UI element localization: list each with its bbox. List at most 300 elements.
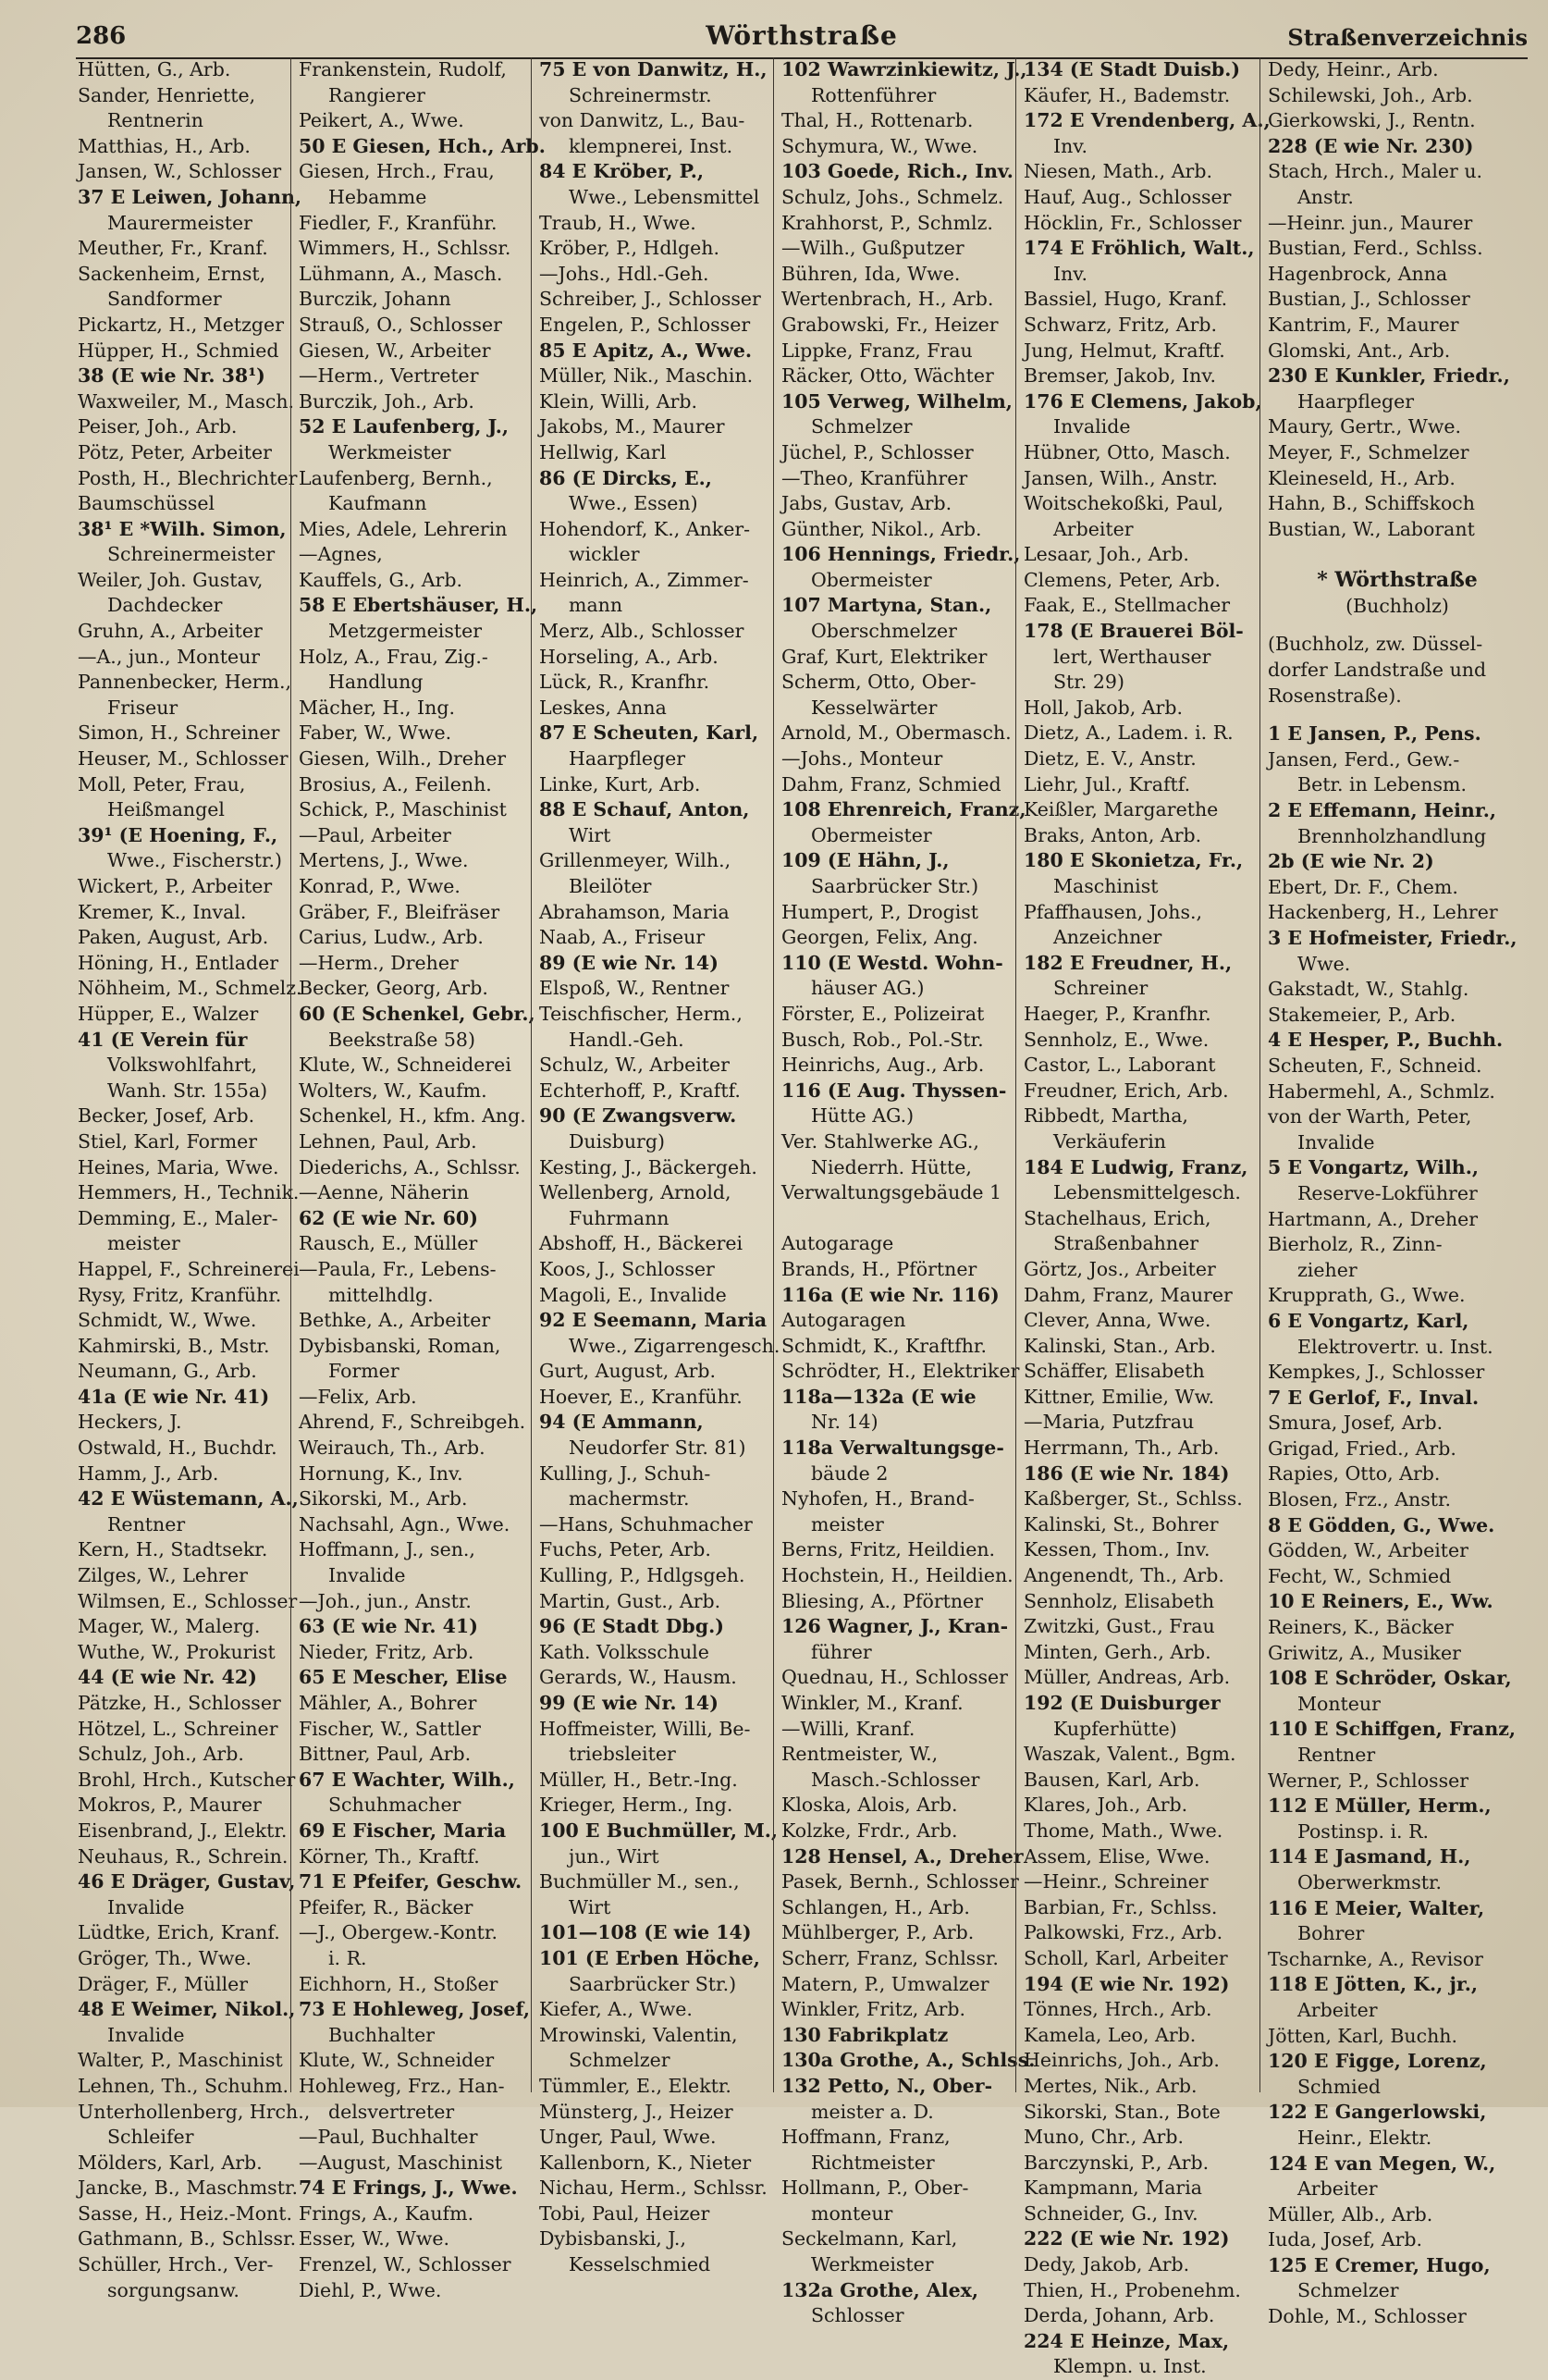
directory-entry: Stiel, Karl, Former	[78, 1129, 258, 1153]
directory-entry: Schuhmacher	[328, 1794, 461, 1817]
directory-entry: Pannenbecker, Herm.,	[78, 671, 291, 694]
directory-entry: Rentmeister, W.,	[781, 1743, 939, 1766]
house-number-entry: 92 E Seemann, Maria	[539, 1309, 768, 1332]
directory-entry: Schrödter, H., Elektriker	[781, 1360, 1020, 1383]
directory-entry: Braks, Anton, Arb.	[1024, 823, 1202, 846]
directory-entry: monteur	[811, 2201, 893, 2225]
directory-entry: Waszak, Valent., Bgm.	[1024, 1743, 1236, 1766]
house-number-entry: 125 E Cremer, Hugo,	[1268, 2253, 1491, 2276]
directory-entry: Hüpper, H., Schmied	[78, 339, 279, 362]
directory-entry: Schüller, Hrch., Ver-	[78, 2253, 274, 2276]
directory-entry: Niesen, Math., Arb.	[1024, 160, 1212, 183]
directory-entry: Hamm, J., Arb.	[78, 1461, 219, 1485]
directory-entry: —Herm., Dreher	[299, 951, 459, 974]
directory-entry: Pasek, Bernh., Schlosser	[781, 1870, 1019, 1893]
directory-entry	[780, 1206, 1016, 1232]
directory-entry: Höning, H., Entlader	[78, 951, 279, 974]
house-number-entry: 89 (E wie Nr. 14)	[539, 951, 719, 974]
directory-entry: Invalide	[1053, 415, 1131, 438]
house-number-entry: 122 E Gangerlowski,	[1268, 2101, 1487, 2124]
directory-entry: Schreinermstr.	[569, 83, 712, 106]
directory-entry: Moll, Peter, Frau,	[78, 772, 246, 795]
directory-entry: Brohl, Hrch., Kutscher	[78, 1768, 296, 1791]
directory-entry: Meuther, Fr., Kranf.	[78, 237, 268, 260]
directory-entry: Klempn. u. Inst.	[1053, 2355, 1207, 2378]
directory-entry: Buchhalter	[328, 2023, 436, 2046]
directory-entry: von der Warth, Peter,	[1268, 1105, 1472, 1128]
directory-entry: Hoffmann, J., sen.,	[299, 1538, 475, 1561]
directory-entry: Holz, A., Frau, Zig.-	[299, 645, 488, 668]
house-number-entry: 108 Ehrenreich, Franz,	[781, 798, 1026, 821]
directory-entry: —J., Obergew.-Kontr.	[299, 1921, 498, 1944]
directory-entry: —Heinr. jun., Maurer	[1268, 211, 1473, 234]
directory-entry: Sackenheim, Ernst,	[78, 262, 266, 285]
directory-entry: Richtmeister	[811, 2151, 935, 2174]
directory-entry: Barbian, Fr., Schlss.	[1024, 1895, 1218, 1918]
directory-entry: Kalinski, Stan., Arb.	[1024, 1334, 1216, 1357]
directory-entry: Wickert, P., Arbeiter	[78, 875, 273, 897]
directory-entry: Inv.	[1053, 134, 1087, 157]
directory-entry: Becker, Georg, Arb.	[299, 977, 488, 1000]
directory-entry: Wirt	[569, 823, 611, 846]
directory-entry: Mächer, H., Ing.	[299, 696, 455, 719]
directory-entry: Jötten, Karl, Buchh.	[1268, 2024, 1457, 2047]
house-number-entry: 10 E Reiners, E., Ww.	[1268, 1590, 1493, 1613]
house-number-entry: 174 E Fröhlich, Walt.,	[1024, 237, 1255, 260]
directory-entry: Teischfischer, Herm.,	[539, 1002, 743, 1025]
directory-entry: Griwitz, A., Musiker	[1268, 1641, 1461, 1664]
directory-entry: —Willi, Kranf.	[781, 1717, 915, 1740]
directory-entry: Haarpfleger	[1297, 389, 1415, 413]
house-number-entry: 73 E Hohleweg, Josef,	[299, 1998, 530, 2021]
directory-entry: Elspoß, W., Rentner	[539, 977, 730, 1000]
directory-entry: Frenzel, W., Schlosser	[299, 2253, 511, 2276]
house-number-entry: 1 E Jansen, P., Pens.	[1268, 722, 1481, 746]
directory-entry: Derda, Johann, Arb.	[1024, 2304, 1215, 2327]
directory-entry: meister	[107, 1232, 180, 1255]
directory-entry: Krieger, Herm., Ing.	[539, 1794, 733, 1817]
directory-entry: Thien, H., Probenehm.	[1024, 2278, 1241, 2301]
directory-entry: Matthias, H., Arb.	[78, 134, 251, 157]
directory-entry: Bierholz, R., Zinn-	[1268, 1233, 1443, 1256]
directory-entry: Diederichs, A., Schlssr.	[299, 1155, 521, 1178]
directory-entry: Hoever, E., Kranführ.	[539, 1385, 743, 1408]
directory-entry: Fiedler, F., Kranführ.	[299, 211, 498, 234]
directory-entry: Barczynski, P., Arb.	[1024, 2151, 1210, 2174]
directory-entry: Heinrichs, Aug., Arb.	[781, 1054, 985, 1077]
house-number-entry: 2 E Effemann, Heinr.,	[1268, 799, 1497, 822]
directory-entry: Baumschüssel	[78, 492, 215, 515]
directory-entry: Bleilöter	[569, 875, 652, 897]
house-number-entry: 99 (E wie Nr. 14)	[539, 1692, 719, 1714]
house-number-entry: 67 E Wachter, Wilh.,	[299, 1768, 515, 1791]
directory-entry: —Agnes,	[299, 543, 383, 566]
directory-entry: Obermeister	[811, 568, 932, 591]
directory-entry: Wimmers, H., Schlssr.	[299, 237, 511, 260]
directory-entry: Wilmsen, E., Schlosser	[78, 1589, 298, 1612]
directory-entry: triebsleiter	[569, 1743, 676, 1766]
directory-entry: Klares, Joh., Arb.	[1024, 1794, 1188, 1817]
directory-entry: Reiners, K., Bäcker	[1268, 1616, 1454, 1639]
directory-entry: Rapies, Otto, Arb.	[1268, 1462, 1441, 1486]
directory-entry: Matern, P., Umwalzer	[781, 1972, 989, 1995]
directory-entry: Faak, E., Stellmacher	[1024, 594, 1231, 617]
house-number-entry: 58 E Ebertshäuser, H.,	[299, 594, 538, 617]
directory-entry: Ebert, Dr. F., Chem.	[1268, 875, 1458, 898]
directory-entry: häuser AG.)	[811, 977, 925, 1000]
directory-entry: Kath. Volksschule	[539, 1640, 709, 1663]
directory-entry: Rottenführer	[811, 83, 937, 106]
directory-entry: Blosen, Frz., Anstr.	[1268, 1488, 1452, 1511]
directory-entry: dorfer Landstraße und	[1268, 659, 1487, 682]
directory-entry: Burczik, Johann	[299, 288, 451, 311]
directory-entry: Kupferhütte)	[1053, 1717, 1177, 1740]
directory-entry: Gurt, August, Arb.	[539, 1360, 717, 1383]
house-number-entry: 132 Petto, N., Ober-	[781, 2074, 993, 2097]
directory-entry: meister	[811, 1512, 884, 1535]
directory-entry: —Theo, Kranführer	[781, 466, 968, 489]
directory-entry: Verwaltungsgebäude 1	[781, 1181, 1002, 1204]
directory-entry: führer	[811, 1640, 872, 1663]
directory-entry: Klute, W., Schneiderei	[299, 1054, 511, 1077]
directory-entry: Gruhn, A., Arbeiter	[78, 620, 263, 643]
house-number-entry: 184 E Ludwig, Franz,	[1024, 1155, 1248, 1178]
page-header	[76, 17, 1528, 59]
directory-entry: Reserve-Lokführer	[1297, 1181, 1478, 1204]
directory-entry: i. R.	[328, 1946, 367, 1969]
directory-entry: Hornung, K., Inv.	[299, 1461, 463, 1485]
directory-entry: Jansen, W., Schlosser	[78, 160, 282, 183]
directory-entry: Faber, W., Wwe.	[299, 721, 452, 745]
directory-entry: Müller, Nik., Maschin.	[539, 364, 754, 388]
directory-entry: Linke, Kurt, Arb.	[539, 772, 701, 795]
directory-entry: —August, Maschinist	[299, 2151, 503, 2174]
house-number-entry: 100 E Buchmüller, M.,	[539, 1819, 779, 1842]
directory-entry: Lüdtke, Erich, Kranf.	[78, 1921, 280, 1944]
directory-entry: Glomski, Ant., Arb.	[1268, 339, 1451, 362]
directory-entry: Kallenborn, K., Nieter	[539, 2151, 752, 2174]
street-title: Wörthstraße	[706, 20, 898, 51]
directory-entry: Schilewski, Joh., Arb.	[1268, 83, 1473, 106]
directory-entry: Dedy, Jakob, Arb.	[1024, 2253, 1190, 2276]
house-number-entry: 87 E Scheuten, Karl,	[539, 721, 759, 745]
house-number-entry: 60 (E Schenkel, Gebr.,	[299, 1002, 535, 1025]
directory-entry: —Felix, Arb.	[299, 1385, 417, 1408]
directory-entry: Holl, Jakob, Arb.	[1024, 696, 1183, 719]
house-number-entry: 114 E Jasmand, H.,	[1268, 1845, 1471, 1868]
directory-entry: Wwe., Fischerstr.)	[107, 849, 283, 872]
directory-entry: Jansen, Ferd., Gew.-	[1268, 747, 1460, 771]
directory-entry: Bittner, Paul, Arb.	[299, 1743, 472, 1766]
directory-entry: Schmied	[1297, 2075, 1381, 2098]
directory-entry: Dybisbanski, J.,	[539, 2227, 686, 2251]
directory-entry: —Herm., Vertreter	[299, 364, 479, 388]
directory-entry: Werkmeister	[811, 2253, 934, 2276]
house-number-entry: 112 E Müller, Herm.,	[1268, 1794, 1492, 1818]
directory-entry: Kesselwärter	[811, 696, 938, 719]
column-6	[1259, 57, 1529, 2328]
directory-entry: Hoffmeister, Willi, Be-	[539, 1717, 751, 1740]
directory-entry: Hellwig, Karl	[539, 440, 667, 463]
house-number-entry: 42 E Wüstemann, A.,	[78, 1487, 299, 1511]
directory-entry: Kloska, Alois, Arb.	[781, 1794, 958, 1817]
directory-entry: Giesen, Hrch., Frau,	[299, 160, 495, 183]
directory-entry: —Maria, Putzfrau	[1024, 1411, 1195, 1434]
directory-entry: Lesaar, Joh., Arb.	[1024, 543, 1189, 566]
directory-entry: Mokros, P., Maurer	[78, 1794, 262, 1817]
directory-entry: Sasse, H., Heiz.-Mont.	[78, 2201, 292, 2225]
directory-entry: Arbeiter	[1053, 517, 1134, 540]
directory-entry: Rangierer	[328, 83, 425, 106]
directory-entry: Fischer, W., Sattler	[299, 1717, 481, 1740]
house-number-entry: 62 (E wie Nr. 60)	[299, 1206, 478, 1229]
house-number-entry: 178 (E Brauerei Böl-	[1024, 620, 1244, 643]
house-number-entry: 8 E Gödden, G., Wwe.	[1268, 1513, 1495, 1536]
directory-entry: Postinsp. i. R.	[1297, 1819, 1430, 1843]
directory-entry: Neuhaus, R., Schrein.	[78, 1844, 289, 1868]
directory-entry: Tscharnke, A., Revisor	[1268, 1947, 1483, 1970]
directory-entry: Wanh. Str. 155a)	[107, 1079, 268, 1102]
directory-entry: Sennholz, E., Wwe.	[1024, 1028, 1210, 1051]
directory-entry: —Paul, Buchhalter	[299, 2126, 478, 2149]
directory-entry: Straßenbahner	[1053, 1232, 1199, 1255]
directory-entry: Metzgermeister	[328, 620, 483, 643]
directory-entry: Schenkel, H., kfm. Ang.	[299, 1104, 526, 1128]
page-number: 286	[76, 22, 127, 50]
directory-entry: Maurermeister	[107, 211, 252, 234]
directory-entry: Nieder, Fritz, Arb.	[299, 1640, 474, 1663]
directory-entry: Kesting, J., Bäckergeh.	[539, 1155, 757, 1178]
directory-entry: Mühlberger, P., Arb.	[781, 1921, 975, 1944]
directory-entry: Weirauch, Th., Arb.	[299, 1437, 485, 1460]
directory-entry: Bethke, A., Arbeiter	[299, 1309, 491, 1332]
house-number-entry: 38 (E wie Nr. 38¹)	[78, 364, 265, 388]
directory-entry: Müller, Andreas, Arb.	[1024, 1666, 1231, 1689]
directory-entry: Leskes, Anna	[539, 696, 667, 719]
directory-entry: Eichhorn, H., Stoßer	[299, 1972, 498, 1995]
directory-entry: Schmidt, K., Kraftfhr.	[781, 1334, 987, 1357]
directory-entry: Mies, Adele, Lehrerin	[299, 517, 508, 540]
directory-entry: —Paula, Fr., Lebens-	[299, 1257, 497, 1280]
house-number-entry: 41a (E wie Nr. 41)	[78, 1385, 270, 1408]
directory-entry: Tobi, Paul, Heizer	[539, 2201, 710, 2225]
directory-entry: Scherr, Franz, Schlssr.	[781, 1946, 999, 1969]
directory-entry: Schmelzer	[569, 2049, 670, 2072]
house-number-entry: 118 E Jötten, K., jr.,	[1268, 1973, 1479, 1996]
directory-entry: Sikorski, M., Arb.	[299, 1487, 468, 1511]
directory-entry: Mertes, Nik., Arb.	[1024, 2074, 1198, 2097]
house-number-entry: 182 E Freudner, H.,	[1024, 951, 1233, 974]
directory-entry: Heißmangel	[107, 798, 225, 821]
house-number-entry: 48 E Weimer, Nikol.,	[78, 1998, 296, 2021]
directory-entry: Grabowski, Fr., Heizer	[781, 313, 999, 336]
directory-entry: Rosenstraße).	[1268, 684, 1402, 707]
directory-entry: Kaßberger, St., Schlss.	[1024, 1487, 1243, 1511]
directory-entry: Gröger, Th., Wwe.	[78, 1946, 252, 1969]
directory-entry: Invalide	[1297, 1130, 1375, 1153]
directory-entry: Autogarage	[781, 1232, 894, 1255]
directory-entry: Wellenberg, Arnold,	[539, 1181, 731, 1204]
directory-entry: Günther, Nikol., Arb.	[781, 517, 982, 540]
directory-entry: Minten, Gerh., Arb.	[1024, 1640, 1211, 1663]
house-number-entry: 50 E Giesen, Hch., Arb.	[299, 134, 546, 157]
directory-entry: Abrahamson, Maria	[539, 900, 730, 923]
directory-entry: —Johs., Hdl.-Geh.	[539, 262, 709, 285]
directory-entry: Käufer, H., Bademstr.	[1024, 83, 1231, 106]
house-number-entry: 101—108 (E wie 14)	[539, 1921, 752, 1944]
directory-entry: Hütten, G., Arb.	[78, 58, 231, 80]
house-number-entry: 194 (E wie Nr. 192)	[1024, 1972, 1230, 1995]
directory-entry: Palkowski, Frz., Arb.	[1024, 1921, 1223, 1944]
directory-entry: Diehl, P., Wwe.	[299, 2278, 442, 2301]
directory-entry: Dedy, Heinr., Arb.	[1268, 58, 1439, 80]
directory-entry: Dahm, Franz, Schmied	[781, 772, 1001, 795]
directory-entry	[1266, 542, 1529, 555]
house-number-entry: 6 E Vongartz, Karl,	[1268, 1309, 1469, 1332]
directory-entry: Kaufmann	[328, 492, 427, 515]
house-number-entry: 74 E Frings, J., Wwe.	[299, 2177, 518, 2200]
directory-entry: Becker, Josef, Arb.	[78, 1104, 255, 1128]
directory-entry: Scherm, Otto, Ober-	[781, 671, 977, 694]
directory-entry: Kampmann, Maria	[1024, 2177, 1202, 2200]
directory-entry: Laufenberg, Bernh.,	[299, 466, 493, 489]
directory-entry: Hartmann, A., Dreher	[1268, 1207, 1479, 1230]
directory-entry: Heinr., Elektr.	[1297, 2126, 1432, 2149]
house-number-entry: 230 E Kunkler, Friedr.,	[1268, 364, 1510, 388]
directory-entry: Kittner, Emilie, Ww.	[1024, 1385, 1215, 1408]
directory-entry: Mölders, Karl, Arb.	[78, 2151, 263, 2174]
directory-entry: Rausch, E., Müller	[299, 1232, 478, 1255]
directory-entry: machermstr.	[569, 1487, 690, 1511]
directory-entry: Mager, W., Malerg.	[78, 1615, 261, 1638]
directory-entry: Fuchs, Peter, Arb.	[539, 1538, 711, 1561]
directory-entry: Jansen, Wilh., Anstr.	[1024, 466, 1218, 489]
house-number-entry: 128 Hensel, A., Dreher	[781, 1844, 1024, 1868]
directory-entry: Clemens, Peter, Arb.	[1024, 568, 1221, 591]
directory-entry: Wirt	[569, 1895, 611, 1918]
directory-entry: Weiler, Joh. Gustav,	[78, 568, 264, 591]
directory-entry: Schick, P., Maschinist	[299, 798, 507, 821]
directory-entry: Ostwald, H., Buchdr.	[78, 1437, 277, 1460]
directory-entry: zieher	[1297, 1258, 1358, 1281]
directory-entry: Kamela, Leo, Arb.	[1024, 2023, 1197, 2046]
directory-entry: Wwe., Essen)	[569, 492, 698, 515]
directory-entry: Castor, L., Laborant	[1024, 1054, 1216, 1077]
directory-entry: Niederrh. Hütte,	[811, 1155, 972, 1178]
directory-entry: Magoli, E., Invalide	[539, 1283, 727, 1306]
house-number-entry: 116 E Meier, Walter,	[1268, 1896, 1485, 1919]
directory-entry: Schneider, G., Inv.	[1024, 2201, 1198, 2225]
directory-entry: Wwe., Lebensmittel	[569, 185, 760, 208]
directory-entry: Schmidt, W., Wwe.	[78, 1309, 257, 1332]
house-number-entry: 69 E Fischer, Maria	[299, 1819, 507, 1842]
directory-entry: Schreinermeister	[107, 543, 276, 566]
directory-entry: Lehnen, Th., Schuhm.	[78, 2074, 289, 2097]
directory-entry: —Johs., Monteur	[781, 747, 943, 771]
directory-entry: Schreiner	[1053, 977, 1149, 1000]
directory-entry: Dybisbanski, Roman,	[299, 1334, 501, 1357]
directory-entry: Neudorfer Str. 81)	[569, 1437, 746, 1460]
directory-entry: —Hans, Schuhmacher	[539, 1512, 753, 1535]
directory-entry: Schulz, Johs., Schmelz.	[781, 185, 1004, 208]
directory-entry: Winkler, M., Kranf.	[781, 1692, 964, 1714]
directory-entry: Hahn, B., Schiffskoch	[1268, 492, 1475, 515]
directory-entry: —Joh., jun., Anstr.	[299, 1589, 472, 1612]
directory-entry: Zilges, W., Lehrer	[78, 1564, 248, 1587]
directory-entry: Bausen, Karl, Arb.	[1024, 1768, 1200, 1791]
directory-entry: Invalide	[107, 1895, 185, 1918]
directory-entry: Kolzke, Frdr., Arb.	[781, 1819, 958, 1842]
house-number-entry: 46 E Dräger, Gustav,	[78, 1870, 296, 1893]
house-number-entry: 102 Wawrzinkiewitz, J.,	[781, 58, 1027, 80]
directory-entry: —Aenne, Näherin	[299, 1181, 470, 1204]
house-number-entry: 180 E Skonietza, Fr.,	[1024, 849, 1244, 872]
directory-entry: Schlangen, H., Arb.	[781, 1895, 970, 1918]
directory-entry: Paken, August, Arb.	[78, 926, 269, 949]
house-number-entry: 116a (E wie Nr. 116)	[781, 1283, 1000, 1306]
directory-entry: Scheuten, F., Schneid.	[1268, 1054, 1482, 1077]
directory-entry: Betr. in Lebensm.	[1297, 773, 1467, 796]
house-number-entry: 2b (E wie Nr. 2)	[1268, 850, 1434, 873]
directory-entry: Schlosser	[811, 2304, 904, 2327]
directory-entry: Haarpfleger	[569, 747, 686, 771]
directory-entry: Georgen, Felix, Ang.	[781, 926, 978, 949]
directory-entry: Assem, Elise, Wwe.	[1024, 1844, 1210, 1868]
directory-entry: Bliesing, A., Pförtner	[781, 1589, 983, 1612]
directory-entry: Müller, Alb., Arb.	[1268, 2202, 1433, 2226]
directory-entry: Busch, Rob., Pol.-Str.	[781, 1028, 984, 1051]
directory-entry: Freudner, Erich, Arb.	[1024, 1079, 1229, 1102]
house-number-entry: 96 (E Stadt Dbg.)	[539, 1615, 724, 1638]
directory-entry: Görtz, Jos., Arbeiter	[1024, 1257, 1216, 1280]
house-number-entry: 86 (E Dircks, E.,	[539, 466, 712, 489]
directory-entry: Peiser, Joh., Arb.	[78, 415, 238, 438]
directory-entry: Hollmann, P., Ober-	[781, 2177, 969, 2200]
directory-entry: Mertens, J., Wwe.	[299, 849, 469, 872]
directory-entry: Schäffer, Elisabeth	[1024, 1360, 1205, 1383]
directory-entry: Stakemeier, P., Arb.	[1268, 1003, 1456, 1026]
directory-entry: Bassiel, Hugo, Kranf.	[1024, 288, 1228, 311]
directory-entry: Rentner	[1297, 1744, 1376, 1766]
directory-entry: Dräger, F., Müller	[78, 1972, 249, 1995]
directory-entry: Schulz, Joh., Arb.	[78, 1743, 244, 1766]
directory-entry: Sikorski, Stan., Bote	[1024, 2100, 1221, 2123]
directory-entry: Frings, A., Kaufm.	[299, 2201, 474, 2225]
directory-entry: Hohleweg, Frz., Han-	[299, 2074, 505, 2097]
directory-entry: Jabs, Gustav, Arb.	[781, 492, 952, 515]
directory-entry: Thome, Math., Wwe.	[1024, 1819, 1223, 1842]
directory-entry: Scholl, Karl, Arbeiter	[1024, 1946, 1228, 1969]
house-number-entry: 132a Grothe, Alex,	[781, 2278, 978, 2301]
directory-entry: Werkmeister	[328, 440, 451, 463]
directory-entry: Hohendorf, K., Anker-	[539, 517, 751, 540]
directory-entry: Verkäuferin	[1053, 1129, 1166, 1153]
house-number-entry: 65 E Mescher, Elise	[299, 1666, 508, 1689]
house-number-entry: 7 E Gerlof, F., Inval.	[1268, 1386, 1480, 1409]
house-number-entry: 108 E Schröder, Oskar,	[1268, 1667, 1512, 1690]
directory-entry: Former	[328, 1360, 399, 1383]
directory-entry: lert, Werthauser	[1053, 645, 1211, 668]
directory-entry: Nachsahl, Agn., Wwe.	[299, 1512, 510, 1535]
directory-entry: sorgungsanw.	[107, 2278, 240, 2301]
directory-entry: Pfeifer, R., Bäcker	[299, 1895, 473, 1918]
house-number-entry: 90 (E Zwangsverw.	[539, 1104, 737, 1128]
directory-entry: Hebamme	[328, 185, 427, 208]
directory-entry: Nyhofen, H., Brand-	[781, 1487, 975, 1511]
directory-entry: —Wilh., Gußputzer	[781, 237, 964, 260]
directory-entry: Frankenstein, Rudolf,	[299, 58, 507, 80]
directory-entry: Ver. Stahlwerke AG.,	[781, 1129, 979, 1153]
